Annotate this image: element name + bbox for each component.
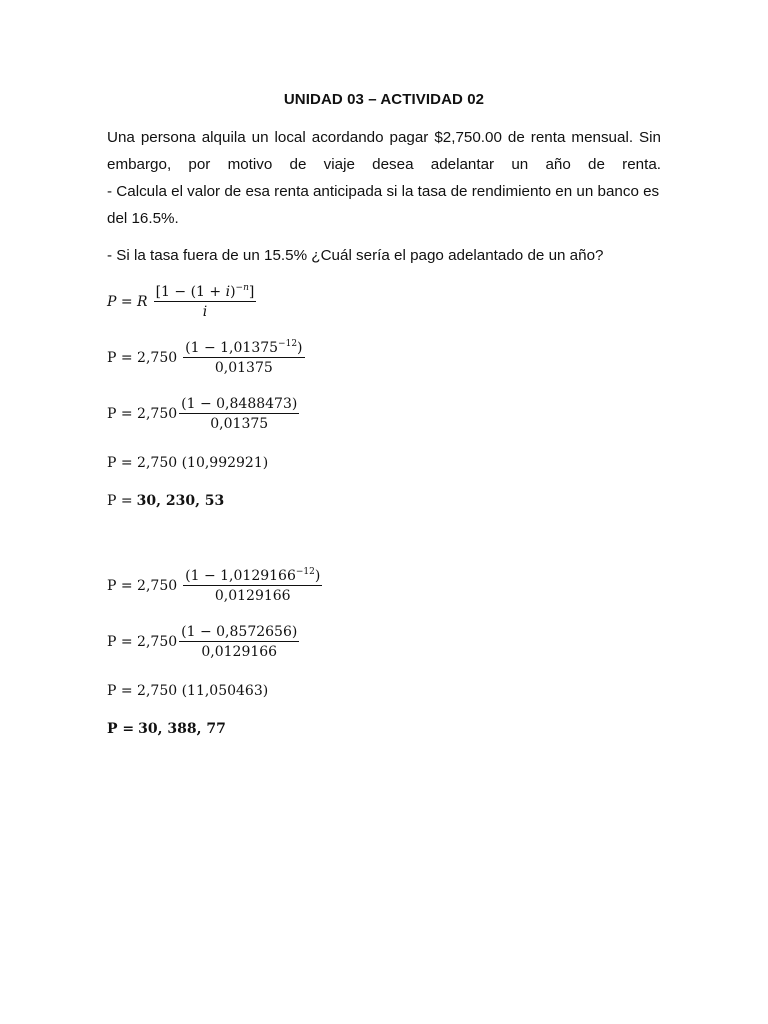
case2-step2-denominator: 0,0129166 bbox=[201, 644, 278, 660]
case1-step3-text: P = 2,750 (10,992921) bbox=[107, 455, 269, 471]
case2-step2-numerator: (1 − 0,8572656) bbox=[181, 624, 298, 640]
case2-step2-fraction bbox=[179, 624, 299, 660]
case1-step1 bbox=[107, 339, 305, 376]
case1-step1-lhs: P = 2,750 bbox=[107, 349, 178, 366]
case2-step1-numerator: $(1 - 1,0129166^{-12})$ bbox=[185, 567, 321, 584]
case2-result bbox=[107, 721, 226, 737]
case2-step3-text: P = 2,750 (11,050463) bbox=[107, 683, 269, 699]
statement-line-3: - Calcula el valor de esa renta anticipada si la tasa de rendimiento en un banco es bbox=[107, 183, 660, 200]
formula-lhs: P = R bbox=[107, 293, 148, 310]
case1-step1-denominator: 0,01375 bbox=[214, 360, 273, 376]
case2-step3 bbox=[107, 683, 268, 699]
case1-result-lhs: P = bbox=[107, 493, 133, 509]
case1-result-value: 30, 230, 53 bbox=[136, 493, 225, 509]
general-formula bbox=[107, 283, 256, 320]
case2-step2-lhs: P = 2,750 bbox=[107, 634, 178, 650]
statement-line-4: del 16.5%. bbox=[107, 210, 179, 227]
case1-step1-fraction bbox=[183, 339, 304, 376]
formula-denominator: i bbox=[202, 304, 208, 320]
case2-step1-fraction bbox=[183, 567, 322, 604]
case1-step2 bbox=[107, 396, 299, 432]
case1-step3 bbox=[107, 455, 268, 471]
problem-statement bbox=[107, 124, 661, 232]
case1-result bbox=[107, 493, 224, 509]
case2-step1-lhs: P = 2,750 bbox=[107, 577, 178, 594]
formula-numerator: $[1 - (1 + i)^{-n}]$ bbox=[155, 283, 255, 300]
case2-step2 bbox=[107, 624, 299, 660]
statement-line-2: embargo, por motivo de viaje desea adelantar un año de renta. bbox=[107, 156, 661, 173]
statement-line-1: Una persona alquila un local acordando pagar $2,750.00 de renta mensual. Sin bbox=[107, 129, 661, 146]
case2-step1-denominator: 0,0129166 bbox=[214, 588, 291, 604]
case2-step1 bbox=[107, 567, 322, 604]
question-statement bbox=[107, 242, 661, 269]
document-title: UNIDAD 03 – ACTIVIDAD 02 bbox=[283, 91, 485, 108]
case2-result-value: 30, 388, 77 bbox=[138, 721, 226, 737]
case1-step1-numerator: $(1 - 1,01375^{-12})$ bbox=[185, 339, 303, 356]
case1-step2-denominator: 0,01375 bbox=[210, 416, 269, 432]
case1-step2-fraction bbox=[179, 396, 299, 432]
question-line: - Si la tasa fuera de un 15.5% ¿Cuál sería el pago adelantado de un año? bbox=[107, 247, 604, 264]
case1-step2-lhs: P = 2,750 bbox=[107, 406, 178, 422]
formula-fraction bbox=[154, 283, 257, 320]
case2-result-lhs: P = bbox=[107, 721, 135, 737]
case1-step2-numerator: (1 − 0,8488473) bbox=[181, 396, 298, 412]
